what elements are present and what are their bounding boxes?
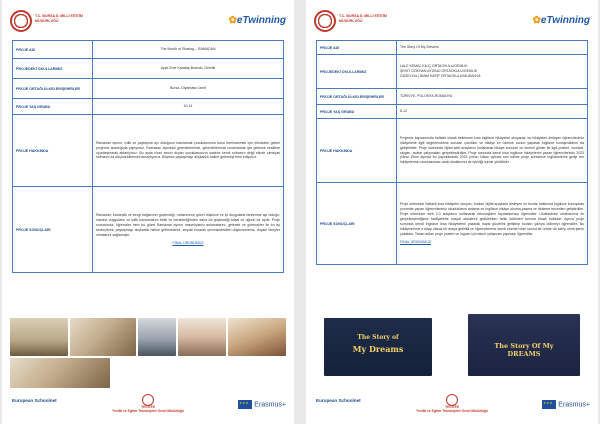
yegitek-logo: [412, 394, 492, 414]
value-yas-grubu: 6-12: [397, 105, 588, 119]
value-okullarimiz: LALE KEMAL KILIÇ ORTAOKULU/GEMLİK ŞEHİT GÖKHAN AYDINLI ORTAOKULU/GEMLİK GÜZELYALI İMAM HATİP ORTAOKULU/MUDANYA: [397, 55, 588, 89]
european-schoolnet-logo: European Schoolnet: [316, 398, 361, 403]
value-sonuclari: Ramazan; kardeşlik ve sevgi bağlarının güçlendiği, ruhlarımızın güzel düşünce ve iyi duygularla beslenme ayı olduğu; manevi duyguların ve iyilik kavramlarını birlik ve beraberliğimizin daha da güçlendiği tutsal ve uğurlu bir aydır. Proje sonucunda; öğrenciler hem bu güzel Ramazan ayının maneviyatını anlamalarını, gelenek ve görenekler ile bu ay sevinçlerini, paylaşmayı alışkanlık haline getirmelerini, empati kurarak çevresindekileri düşünmelerini, duyarlı bireyler olmalarını sağlamıştır.: [96, 213, 280, 237]
project-table: [316, 40, 588, 265]
label-yas-grubu: PROJE YAŞ GRUBU: [13, 99, 93, 115]
erasmus-logo: ★★★Erasmus+: [542, 400, 590, 409]
value-sonuclari: Proje süresince haftalık kısa hikâyeler okuyan, bunları dijital araçlarla dinleyen ve bunlar hakkında İngilizce konuşarak yorumlar yapan öğrencilerimiz okuduklarını anlama ve İngilizce hikâye okuma-yazma ve dinleme becerileri geliştirdiler. Proje süresince web 2.0 araçlarını kullanarak teknolojiden faydalanmayı öğrendiler. Uluslararası ortaklarımız ile gerçekleştirdiğimiz faaliyetlerle sosyal alanlarını geliştirirken farklı kültürleri tanıma fırsatı buldular. Ayrıca proje sonunda kendi İngilizce kısa hikâyelerini yazarak hayal güçlerini geliştirip bunları yazıya dökmeyi öğrendiler. Bu hikâyelerimiz e-kitap olarak bir araya getirildi ve öğrencilerimiz kendi eserleri olan somut bir ürüne da sahip olma şansı yakaladı. Tasarı adları proje posteri ve logosu için takım çalışması yapmayı öğrendiler.: [400, 202, 584, 236]
etwinning-mark-icon: ✿: [228, 15, 237, 26]
value-hakkinda: Ramazan ayının, iyilik ve paylaşma ayı olduğunu hatırlamak çocuklarımıza bunu benimsemek için elimizden geleni projemiz aracılığıyla yapıyoruz. Ramazan ayındaki geleneklerimizi, göreneklerimizi unutmamak için gelecek nesillere oyunlaştırarak aktarıyoruz. Bu ayda ırzan sesini duyan çocuklarımızın sadece kendi sofrasını değil elinde olmayan sofrasını da düşünebilmesini amaçlıyoruz. Böylece paylaşmayı alışkanlık haline getirmeyi temi ediyoruz.: [93, 115, 284, 187]
photo-board: [10, 318, 68, 356]
value-hakkinda: Projemiz kapsamında haftalık olarak belirlenen kısa İngilizce hikâyeleri okuyarak, bu hikâyeleri dinleyen öğrencilerimiz hikâyelerle ilgili değerlendirme soruları çözdüler ve hikâye ev üzerine sonun yaparak İngilizce konuşmalarını da geliştirdiler. Proje süresinde dijital web araçlarını kullanarak hikâye konuları ve önemli günler ile ilgili posterl, wordart, slogan, avatar çalışmaları gerçekleştirdiler. Proje sonunda kendi kısa İngilizce hikâyelerini yazan öğrencilerimiz 2023 yılının Ekim ayında bu yayınlanarak 2022 yılının Nisan ayında son haline proje süresince İngilizcelerini gelişt ren hikâyelerinin ulusluararası ortak okullarımız ile işbirliği içinde yürüttüler.: [397, 119, 588, 183]
label-proje-adi: PROJE ADI: [13, 41, 93, 59]
photo-students: [10, 358, 110, 388]
value-sonuclari-cell: [93, 187, 284, 273]
value-yas-grubu: 10-14: [93, 99, 284, 115]
meb-logo-icon: [314, 10, 336, 32]
project-table: [12, 40, 284, 273]
label-hakkinda: PROJE HAKKINDA: [317, 119, 397, 183]
photo-story-cover-1: [324, 318, 432, 376]
etwinning-logo: ✿eTwinning: [228, 15, 286, 26]
erasmus-logo: ★★★Erasmus+: [238, 400, 286, 409]
photo-laptop: [138, 318, 176, 356]
label-sonuclari: PROJE SONUÇLARI: [13, 187, 93, 273]
page-header: [10, 10, 286, 34]
label-sonuclari: PROJE SONUÇLARI: [317, 183, 397, 265]
yegitek-top: YEĞİTEK: [445, 405, 459, 409]
yegitek-name: Yenilik ve Eğitim Teknolojileri Genel Müdürlüğü: [112, 408, 184, 413]
photo-kids: [228, 318, 286, 356]
label-yas-grubu: PROJE YAŞ GRUBU: [317, 105, 397, 119]
page-footer: [314, 394, 590, 418]
photo-classroom: [70, 318, 136, 356]
value-ortak-ulkeler: TÜRKİYE, POLONYA,ROMANYA: [397, 89, 588, 105]
yegitek-top: YEĞİTEK: [141, 405, 155, 409]
european-schoolnet-logo: European Schoolnet: [12, 398, 57, 403]
value-proje-adi: The Story Of My Dreams: [397, 41, 588, 55]
photo-teacher: [178, 318, 226, 356]
label-proje-adi: PROJE ADI: [317, 41, 397, 55]
final-urun-link[interactable]: FİNAL ÜRÜNÜMÜZ: [400, 239, 431, 244]
label-ortak-ulkeler: PROJE ORTAĞI ÜLKELER/ŞEHİRLER: [13, 79, 93, 99]
photo2-caption: The Story Of My DREAMS: [494, 342, 554, 358]
yegitek-logo: [108, 394, 188, 414]
label-okullarimiz: PROJEDEKİ OKULLARIMIZ: [317, 55, 397, 89]
label-okullarimiz: PROJEDEKİ OKULLARIMIZ: [13, 59, 93, 79]
meb-logo-icon: [10, 10, 32, 32]
final-urun-link[interactable]: FİNAL ÜRÜNÜMÜZ: [172, 240, 204, 245]
yegitek-name: Yenilik ve Eğitim Teknolojileri Genel Müdürlüğü: [416, 408, 488, 413]
value-sonuclari-cell: [397, 183, 588, 265]
right-page: [306, 0, 598, 424]
etwinning-mark-icon: ✿: [532, 15, 541, 26]
eu-flag-icon: [238, 400, 252, 409]
etwinning-logo: ✿eTwinning: [532, 15, 590, 26]
left-page: [2, 0, 294, 424]
photo-story-cover-2: [468, 314, 580, 376]
label-hakkinda: PROJE HAKKINDA: [13, 115, 93, 187]
meb-text: T.C. BURSA İL MİLLİ EĞİTİM MÜDÜRLÜĞÜ: [35, 14, 83, 23]
eu-flag-icon: [542, 400, 556, 409]
photo1-caption-top: The Story of: [357, 334, 399, 341]
page-header: [314, 10, 590, 34]
label-ortak-ulkeler: PROJE ORTAĞI ÜLKELER/ŞEHİRLER: [317, 89, 397, 105]
value-proje-adi: The Month of Sharing – RAMADAN: [93, 41, 284, 59]
photo1-caption: My Dreams: [352, 344, 404, 354]
value-ortak-ulkeler: Bursa- Diyarbakır-İzmit: [93, 79, 284, 99]
page-footer: [10, 394, 286, 418]
meb-text: T.C. BURSA İL MİLLİ EĞİTİM MÜDÜRLÜĞÜ: [339, 14, 387, 23]
value-okullarimiz: Ayşe Zner Karataş İlkokulu, Gemlik: [93, 59, 284, 79]
